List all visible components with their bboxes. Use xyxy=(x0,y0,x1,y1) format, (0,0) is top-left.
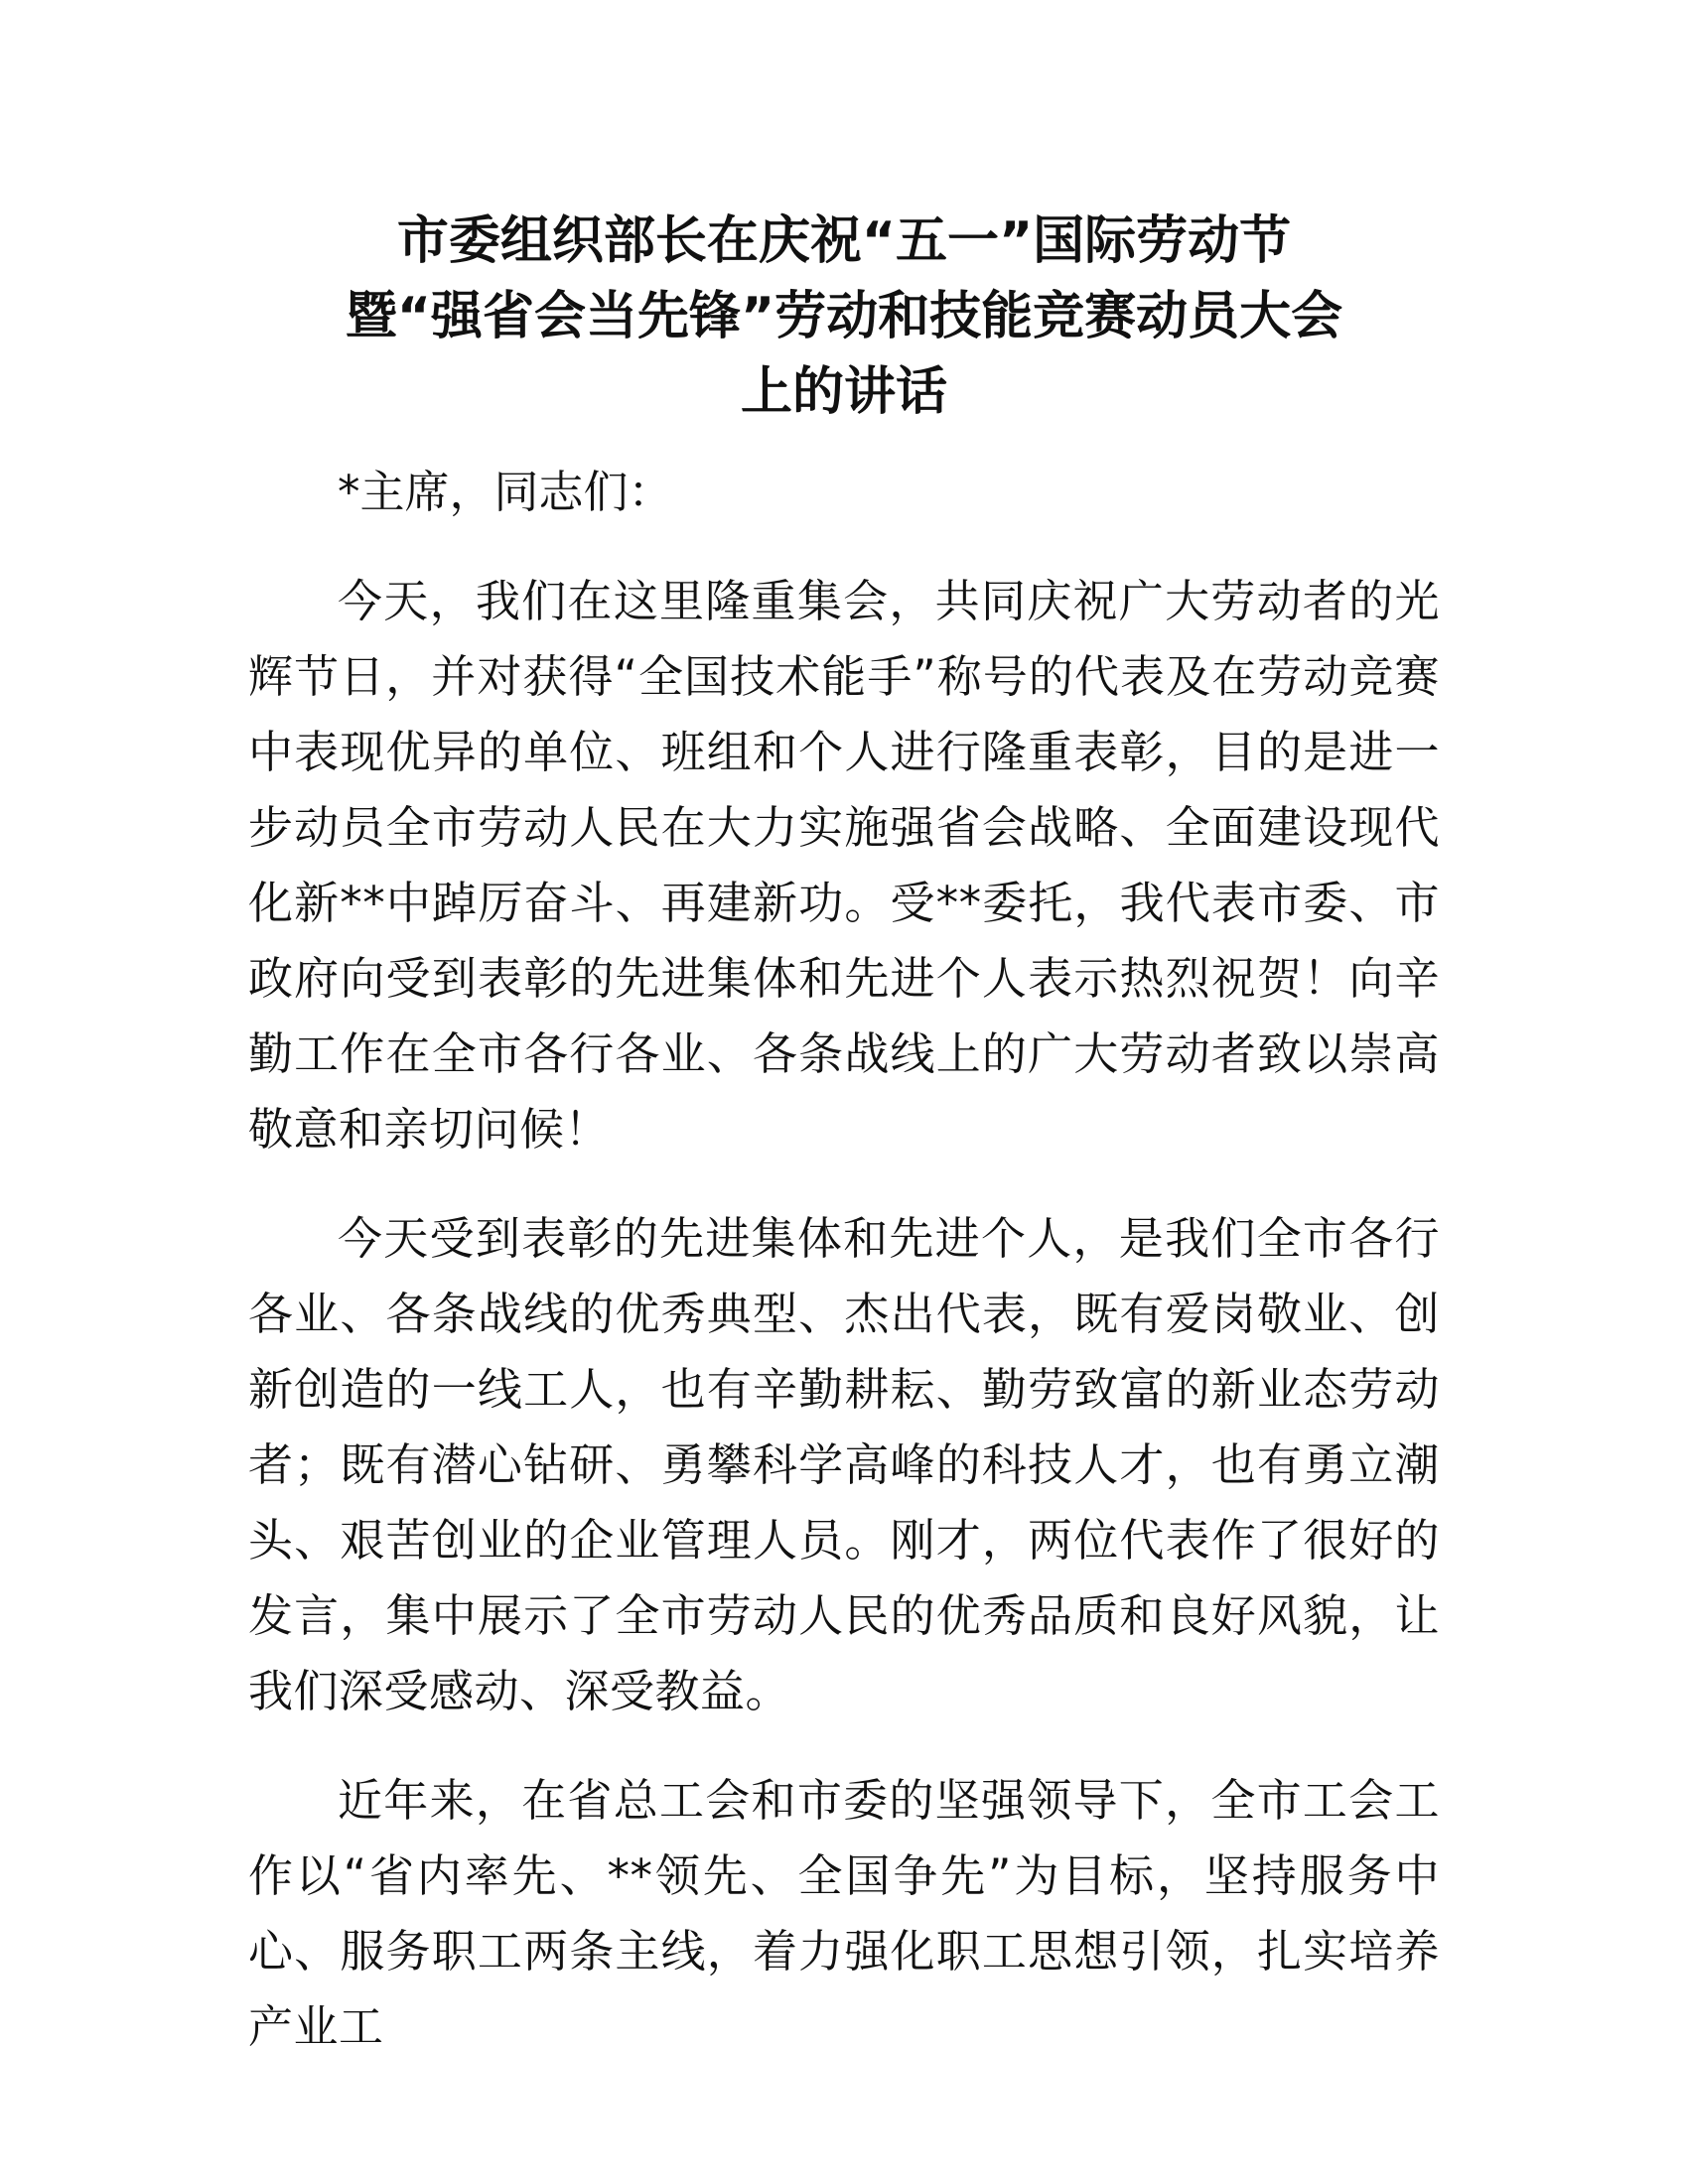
paragraph-2: 今天受到表彰的先进集体和先进个人，是我们全市各行各业、各条战线的优秀典型、杰出代表，既有爱岗敬业、创新创造的一线工人，也有辛勤耕耘、勤劳致富的新业态劳动者；既有潜心钻研、勇攀科学高峰的科技人才，也有勇立潮头、艰苦创业的企业管理人员。刚才，两位代表作了很好的发言，集中展示了全市劳动人民的优秀品质和良好风貌，让我们深受感动、深受教益。 xyxy=(248,1212,1440,1717)
document-body xyxy=(248,455,1440,2065)
title-line-1: 市委组织部长在庆祝“五一”国际劳动节 xyxy=(396,211,1292,271)
title-line-2: 暨“强省会当先锋”劳动和技能竞赛动员大会 xyxy=(345,287,1343,346)
paragraph-3: 近年来，在省总工会和市委的坚强领导下，全市工会工作以“省内率先、**领先、全国争先”为目标，坚持服务中心、服务职工两条主线，着力强化职工思想引领，扎实培养产业工 xyxy=(248,1774,1440,2053)
paragraph-1: 今天，我们在这里隆重集会，共同庆祝广大劳动者的光辉节日，并对获得“全国技术能手”称号的代表及在劳动竞赛中表现优异的单位、班组和个人进行隆重表彰，目的是进一步动员全市劳动人民在大力实施强省会战略、全面建设现代化新**中踔厉奋斗、再建新功。受**委托，我代表市委、市政府向受到表彰的先进集体和先进个人表示热烈祝贺！向辛勤工作在全市各行各业、各条战线上的广大劳动者致以崇高敬意和亲切问候！ xyxy=(248,575,1440,1156)
title-line-3: 上的讲话 xyxy=(740,362,947,422)
salutation: *主席，同志们： xyxy=(338,466,673,518)
page-title xyxy=(199,204,1489,430)
